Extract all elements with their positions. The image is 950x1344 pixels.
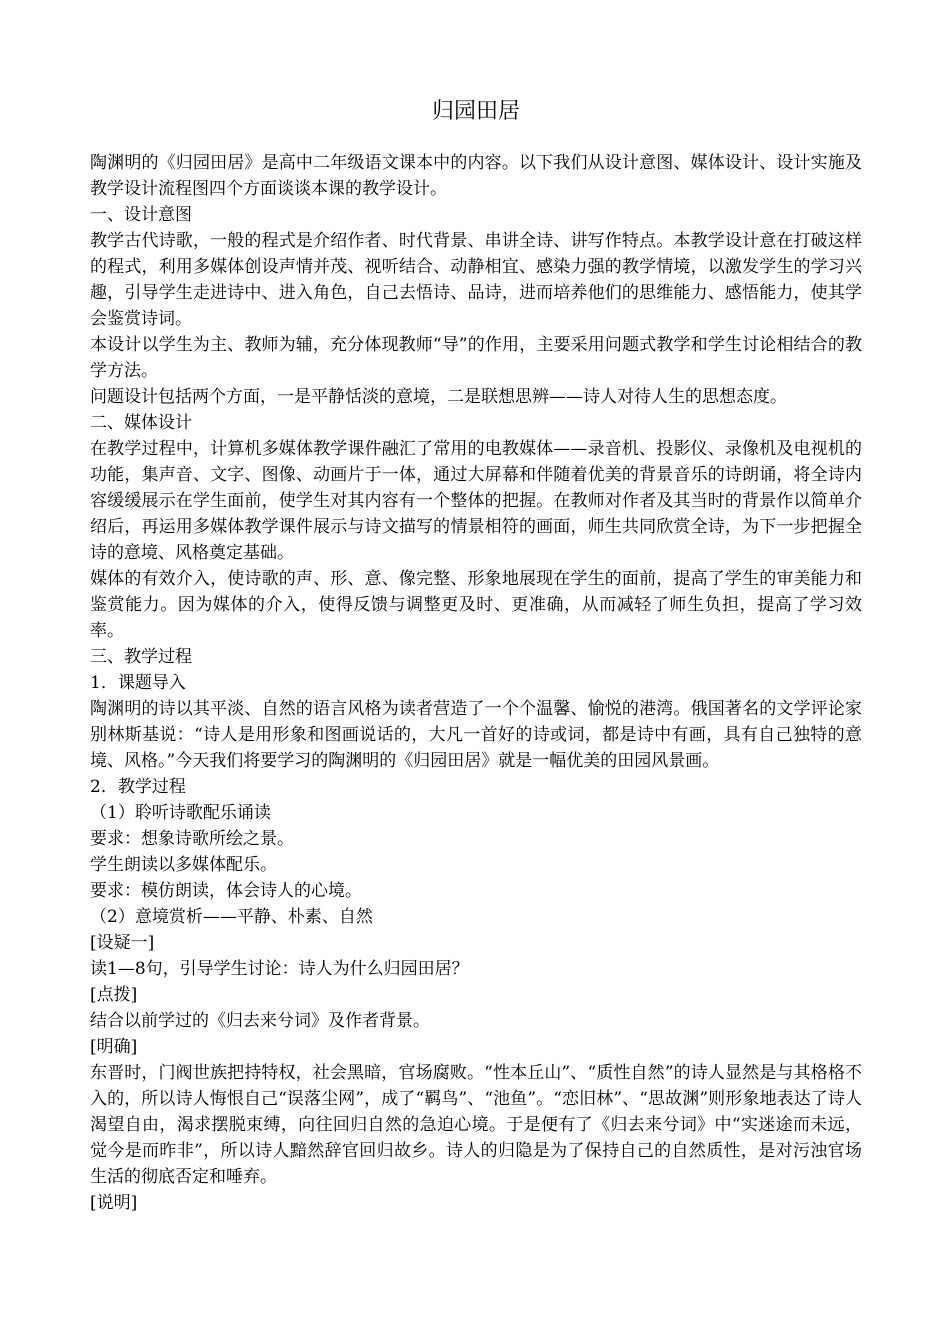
document-page [90, 96, 862, 1216]
bracket-label: [明确] [90, 1037, 138, 1057]
section-heading-media-design: 二、媒体设计 [90, 413, 192, 433]
paragraph: 东晋时，门阀世族把持特权，社会黑暗，官场腐败。“性本丘山”、“质性自然”的诗人显然是与其格格不入的，所以诗人悔恨自己“误落尘网”，成了“羁鸟”、“池鱼”。“恋旧林”、“思故渊”则形象地表达了诗人渴望自由，渴求摆脱束缚，向往回归自然的急迫心境。于是便有了《归去来兮词》中“实迷途而未远，觉今是而昨非”，所以诗人黯然辞官回归故乡。诗人的归隐是为了保持自己的自然质性，是对污浊官场生活的彻底否定和唾弃。 [90, 1063, 862, 1187]
paragraph: 学生朗读以多媒体配乐。 [90, 855, 277, 875]
subheading-teaching-process: 2．教学过程 [90, 777, 186, 797]
paragraph: 结合以前学过的《归去来兮词》及作者背景。 [90, 1011, 430, 1031]
section-heading-teaching-process: 三、教学过程 [90, 647, 192, 667]
paragraph: 本设计以学生为主、教师为辅，充分体现教师“导”的作用，主要采用问题式教学和学生讨论相结合的教学方法。 [90, 335, 862, 381]
paragraph: 要求：模仿朗读，体会诗人的心境。 [90, 881, 362, 901]
subheading-topic-intro: 1．课题导入 [90, 673, 186, 693]
intro-paragraph: 陶渊明的《归园田居》是高中二年级语文课本中的内容。以下我们从设计意图、媒体设计、设计实施及教学设计流程图四个方面谈谈本课的教学设计。 [90, 153, 862, 199]
bracket-label: [点拨] [90, 985, 138, 1005]
bracket-label: [说明] [90, 1193, 138, 1213]
paragraph: 问题设计包括两个方面，一是平静恬淡的意境，二是联想思辨——诗人对待人生的思想态度。 [90, 387, 787, 407]
paragraph: 读1—8句，引导学生讨论：诗人为什么归园田居？ [90, 959, 469, 979]
step-heading: （2）意境赏析——平静、朴素、自然 [90, 907, 373, 927]
paragraph: 媒体的有效介入，使诗歌的声、形、意、像完整、形象地展现在学生的面前，提高了学生的审美能力和鉴赏能力。因为媒体的介入，使得反馈与调整更及时、更准确，从而减轻了师生负担，提高了学习效率。 [90, 569, 862, 641]
paragraph: 教学古代诗歌，一般的程式是介绍作者、时代背景、串讲全诗、讲写作特点。本教学设计意在打破这样的程式，利用多媒体创设声情并茂、视听结合、动静相宜、感染力强的教学情境，以激发学生的学习兴趣，引导学生走进诗中、进入角色，自己去悟诗、品诗，进而培养他们的思维能力、感悟能力，使其学会鉴赏诗词。 [90, 231, 862, 329]
paragraph: 在教学过程中，计算机多媒体教学课件融汇了常用的电教媒体——录音机、投影仪、录像机及电视机的功能，集声音、文字、图像、动画片于一体，通过大屏幕和伴随着优美的背景音乐的诗朗诵，将全诗内容缓缓展示在学生面前，使学生对其内容有一个整体的把握。在教师对作者及其当时的背景作以简单介绍后，再运用多媒体教学课件展示与诗文描写的情景相符的画面，师生共同欣赏全诗，为下一步把握全诗的意境、风格奠定基础。 [90, 439, 862, 563]
bracket-label: [设疑一] [90, 933, 155, 953]
document-title: 归园田居 [431, 99, 520, 124]
document-body [90, 150, 862, 1216]
paragraph: 要求：想象诗歌所绘之景。 [90, 829, 294, 849]
section-heading-design-intent: 一、设计意图 [90, 205, 192, 225]
paragraph: 陶渊明的诗以其平淡、自然的语言风格为读者营造了一个个温馨、愉悦的港湾。俄国著名的文学评论家别林斯基说：“诗人是用形象和图画说话的，大凡一首好的诗或词，都是诗中有画，具有自己独特的意境、风格。”今天我们将要学习的陶渊明的《归园田居》就是一幅优美的田园风景画。 [90, 699, 862, 771]
step-heading: （1）聆听诗歌配乐诵读 [90, 803, 271, 823]
